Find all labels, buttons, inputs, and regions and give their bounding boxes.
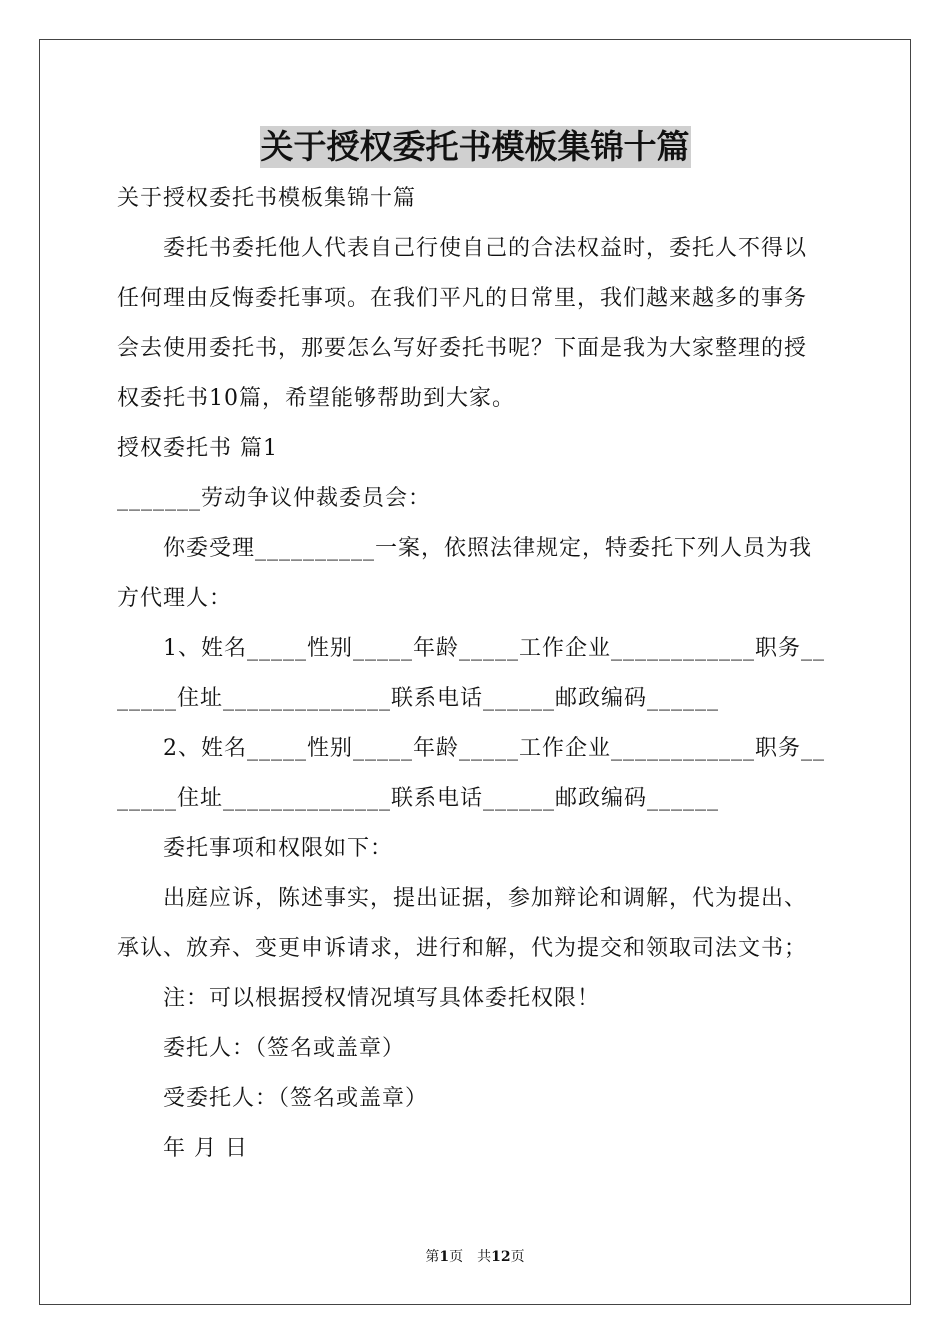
subtitle-line: 关于授权委托书模板集锦十篇 xyxy=(117,186,417,211)
page-footer xyxy=(0,1247,950,1267)
document-title: 关于授权委托书模板集锦十篇 xyxy=(260,127,690,166)
footer-mid: 页 共 xyxy=(449,1249,492,1265)
paragraph-line: 会去使用委托书，那要怎么写好委托书呢？下面是我为大家整理的授 xyxy=(117,336,808,361)
section-heading: 授权委托书 篇1 xyxy=(117,436,278,461)
note-line: 注：可以根据授权情况填写具体委托权限！ xyxy=(163,986,601,1011)
agent-1-line: 1、姓名_____性别_____年龄_____工作企业____________职务__ xyxy=(163,636,825,661)
title-wrap xyxy=(0,126,950,168)
footer-suffix: 页 xyxy=(510,1249,525,1265)
paragraph-line: 权委托书10篇，希望能够帮助到大家。 xyxy=(117,386,515,411)
agent-2-line: 2、姓名_____性别_____年龄_____工作企业____________职务__ xyxy=(163,736,825,761)
footer-total-pages: 12 xyxy=(491,1249,511,1265)
principal-signature-line: 委托人：（签名或盖章） xyxy=(163,1036,406,1061)
footer-prefix: 第 xyxy=(425,1249,440,1265)
agent-1-line: _____住址______________联系电话______邮政编码______ xyxy=(117,686,720,711)
paragraph-line: 任何理由反悔委托事项。在我们平凡的日常里，我们越来越多的事务 xyxy=(117,286,808,311)
paragraph-line: 出庭应诉，陈述事实，提出证据，参加辩论和调解，代为提出、 xyxy=(163,886,808,911)
paragraph-line: 你委受理__________一案，依照法律规定，特委托下列人员为我 xyxy=(163,536,813,561)
agent-2-line: _____住址______________联系电话______邮政编码______ xyxy=(117,786,720,811)
paragraph-line: 方代理人： xyxy=(117,586,233,611)
paragraph-line: 承认、放弃、变更申诉请求，进行和解，代为提交和领取司法文书； xyxy=(117,936,808,961)
footer-page-number: 1 xyxy=(439,1249,450,1265)
paragraph-line: 委托事项和权限如下： xyxy=(163,836,394,861)
page-border xyxy=(39,39,911,1305)
addressee-line: _______劳动争议仲裁委员会： xyxy=(117,486,432,511)
date-line: 年 月 日 xyxy=(163,1136,248,1161)
agent-signature-line: 受委托人：（签名或盖章） xyxy=(163,1086,429,1111)
paragraph-line: 委托书委托他人代表自己行使自己的合法权益时，委托人不得以 xyxy=(163,236,808,261)
